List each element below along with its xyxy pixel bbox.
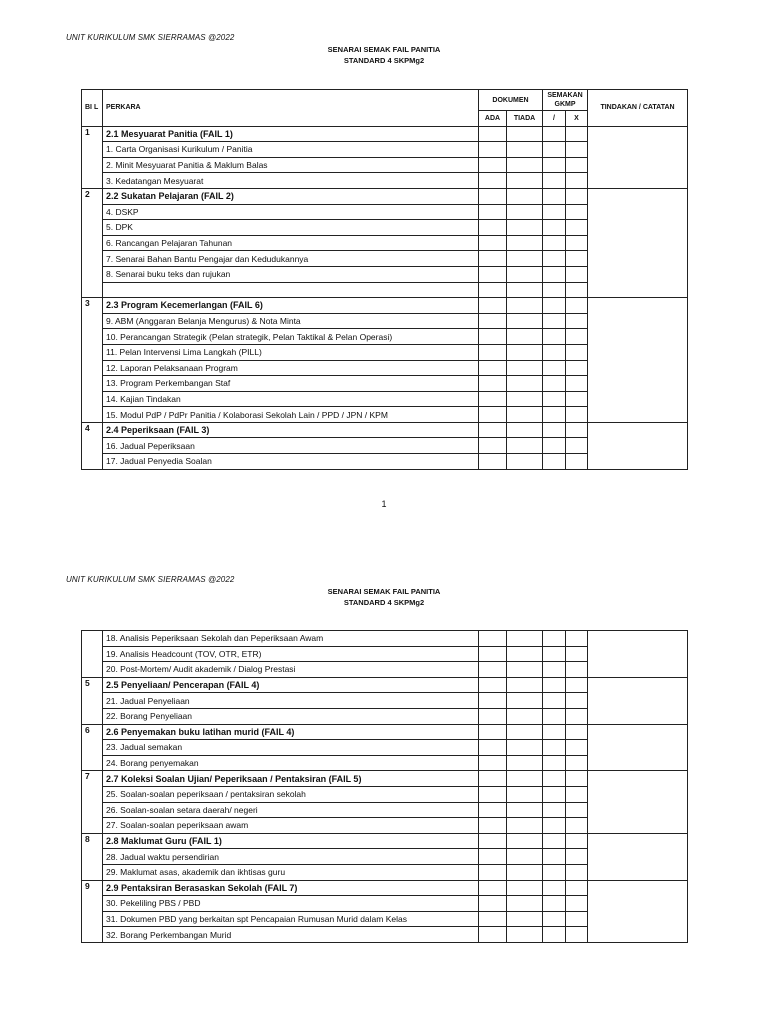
tick-cell[interactable] bbox=[543, 646, 566, 662]
list-item: 16. Jadual Peperiksaan bbox=[103, 438, 479, 454]
list-item: 32. Borang Perkembangan Murid bbox=[103, 927, 479, 943]
tiada-cell[interactable] bbox=[507, 631, 543, 647]
ada-cell[interactable] bbox=[479, 126, 507, 142]
tick-cell[interactable] bbox=[543, 282, 566, 298]
tiada-cell[interactable] bbox=[507, 298, 543, 314]
tick-cell[interactable] bbox=[543, 631, 566, 647]
list-item: 24. Borang penyemakan bbox=[103, 755, 479, 771]
section-title: 2.7 Koleksi Soalan Ujian/ Peperiksaan / Pentaksiran (FAIL 5) bbox=[103, 771, 479, 787]
cross-cell[interactable] bbox=[566, 662, 588, 678]
bil-empty bbox=[82, 631, 103, 678]
tick-cell[interactable] bbox=[543, 220, 566, 236]
tiada-cell[interactable] bbox=[507, 376, 543, 392]
list-item: 11. Pelan Intervensi Lima Langkah (PILL) bbox=[103, 344, 479, 360]
bil-3: 3 bbox=[82, 298, 103, 423]
tiada-cell[interactable] bbox=[507, 740, 543, 756]
tick-cell[interactable] bbox=[543, 927, 566, 943]
cross-cell[interactable] bbox=[566, 282, 588, 298]
section-title: 2.3 Program Kecemerlangan (FAIL 6) bbox=[103, 298, 479, 314]
header-cross: X bbox=[566, 111, 588, 127]
tiada-cell[interactable] bbox=[507, 173, 543, 189]
ada-cell[interactable] bbox=[479, 693, 507, 709]
ada-cell[interactable] bbox=[479, 662, 507, 678]
tiada-cell[interactable] bbox=[507, 344, 543, 360]
ada-cell[interactable] bbox=[479, 833, 507, 849]
tiada-cell[interactable] bbox=[507, 391, 543, 407]
tick-cell[interactable] bbox=[543, 126, 566, 142]
tiada-cell[interactable] bbox=[507, 818, 543, 834]
tick-cell[interactable] bbox=[543, 771, 566, 787]
list-item: 8. Senarai buku teks dan rujukan bbox=[103, 266, 479, 282]
ada-cell[interactable] bbox=[479, 896, 507, 912]
bil-8: 8 bbox=[82, 833, 103, 880]
cross-cell[interactable] bbox=[566, 896, 588, 912]
tiada-cell[interactable] bbox=[507, 693, 543, 709]
checklist-table-page2 bbox=[81, 630, 688, 943]
tick-cell[interactable] bbox=[543, 708, 566, 724]
tick-cell[interactable] bbox=[543, 454, 566, 470]
ada-cell[interactable] bbox=[479, 142, 507, 158]
header-bil: BI L bbox=[82, 90, 103, 127]
tick-cell[interactable] bbox=[543, 329, 566, 345]
cross-cell[interactable] bbox=[566, 313, 588, 329]
tick-cell[interactable] bbox=[543, 740, 566, 756]
cross-cell[interactable] bbox=[566, 708, 588, 724]
tiada-cell[interactable] bbox=[507, 880, 543, 896]
header-tiada: TIADA bbox=[507, 111, 543, 127]
tiada-cell[interactable] bbox=[507, 157, 543, 173]
list-item: 13. Program Perkembangan Staf bbox=[103, 376, 479, 392]
tiada-cell[interactable] bbox=[507, 771, 543, 787]
ada-cell[interactable] bbox=[479, 407, 507, 423]
cross-cell[interactable] bbox=[566, 422, 588, 438]
ada-cell[interactable] bbox=[479, 740, 507, 756]
cross-cell[interactable] bbox=[566, 724, 588, 740]
tiada-cell[interactable] bbox=[507, 126, 543, 142]
cross-cell[interactable] bbox=[566, 407, 588, 423]
tick-cell[interactable] bbox=[543, 376, 566, 392]
section-title: 2.2 Sukatan Pelajaran (FAIL 2) bbox=[103, 188, 479, 204]
tindakan-cell[interactable] bbox=[588, 631, 688, 678]
tick-cell[interactable] bbox=[543, 204, 566, 220]
section-title: 2.1 Mesyuarat Panitia (FAIL 1) bbox=[103, 126, 479, 142]
header-tindakan: TINDAKAN / CATATAN bbox=[588, 90, 688, 127]
tick-cell[interactable] bbox=[543, 188, 566, 204]
ada-cell[interactable] bbox=[479, 298, 507, 314]
page2-header bbox=[0, 575, 768, 615]
header-perkara: PERKARA bbox=[103, 90, 479, 127]
list-item: 14. Kajian Tindakan bbox=[103, 391, 479, 407]
ada-cell[interactable] bbox=[479, 220, 507, 236]
list-item: 26. Soalan-soalan setara daerah/ negeri bbox=[103, 802, 479, 818]
bil-2: 2 bbox=[82, 188, 103, 297]
cross-cell[interactable] bbox=[566, 298, 588, 314]
ada-cell[interactable] bbox=[479, 880, 507, 896]
ada-cell[interactable] bbox=[479, 864, 507, 880]
tick-cell[interactable] bbox=[543, 833, 566, 849]
list-item: 6. Rancangan Pelajaran Tahunan bbox=[103, 235, 479, 251]
tiada-cell[interactable] bbox=[507, 896, 543, 912]
tick-cell[interactable] bbox=[543, 173, 566, 189]
cross-cell[interactable] bbox=[566, 251, 588, 267]
cross-cell[interactable] bbox=[566, 220, 588, 236]
tiada-cell[interactable] bbox=[507, 360, 543, 376]
ada-cell[interactable] bbox=[479, 329, 507, 345]
cross-cell[interactable] bbox=[566, 173, 588, 189]
unit-label: UNIT KURIKULUM SMK SIERRAMAS @2022 bbox=[66, 575, 235, 584]
checklist-table-page1 bbox=[81, 89, 688, 470]
list-item: 15. Modul PdP / PdPr Panitia / Kolaborasi Sekolah Lain / PPD / JPN / KPM bbox=[103, 407, 479, 423]
ada-cell[interactable] bbox=[479, 344, 507, 360]
list-item: 10. Perancangan Strategik (Pelan strategik, Pelan Taktikal & Pelan Operasi) bbox=[103, 329, 479, 345]
tick-cell[interactable] bbox=[543, 344, 566, 360]
tiada-cell[interactable] bbox=[507, 911, 543, 927]
tick-cell[interactable] bbox=[543, 864, 566, 880]
page1-header bbox=[0, 33, 768, 73]
list-item: 31. Dokumen PBD yang berkaitan spt Pencapaian Rumusan Murid dalam Kelas bbox=[103, 911, 479, 927]
tiada-cell[interactable] bbox=[507, 708, 543, 724]
tick-cell[interactable] bbox=[543, 360, 566, 376]
doc-title-line2: STANDARD 4 SKPMg2 bbox=[343, 598, 425, 607]
tiada-cell[interactable] bbox=[507, 802, 543, 818]
ada-cell[interactable] bbox=[479, 724, 507, 740]
tick-cell[interactable] bbox=[543, 157, 566, 173]
cross-cell[interactable] bbox=[566, 438, 588, 454]
cross-cell[interactable] bbox=[566, 344, 588, 360]
tindakan-cell[interactable] bbox=[588, 771, 688, 833]
cross-cell[interactable] bbox=[566, 631, 588, 647]
header-semakan: SEMAKAN GKMP bbox=[543, 90, 588, 111]
cross-cell[interactable] bbox=[566, 157, 588, 173]
ada-cell[interactable] bbox=[479, 646, 507, 662]
cross-cell[interactable] bbox=[566, 849, 588, 865]
tiada-cell[interactable] bbox=[507, 329, 543, 345]
cross-cell[interactable] bbox=[566, 927, 588, 943]
tiada-cell[interactable] bbox=[507, 142, 543, 158]
tick-cell[interactable] bbox=[543, 802, 566, 818]
section-title: 2.6 Penyemakan buku latihan murid (FAIL 4) bbox=[103, 724, 479, 740]
tick-cell[interactable] bbox=[543, 677, 566, 693]
list-item: 20. Post-Mortem/ Audit akademik / Dialog Prestasi bbox=[103, 662, 479, 678]
list-item: 25. Soalan-soalan peperiksaan / pentaksiran sekolah bbox=[103, 786, 479, 802]
tindakan-cell[interactable] bbox=[588, 188, 688, 297]
cross-cell[interactable] bbox=[566, 235, 588, 251]
ada-cell[interactable] bbox=[479, 911, 507, 927]
list-item: 23. Jadual semakan bbox=[103, 740, 479, 756]
tiada-cell[interactable] bbox=[507, 454, 543, 470]
ada-cell[interactable] bbox=[479, 438, 507, 454]
tiada-cell[interactable] bbox=[507, 833, 543, 849]
ada-cell[interactable] bbox=[479, 282, 507, 298]
tiada-cell[interactable] bbox=[507, 755, 543, 771]
tiada-cell[interactable] bbox=[507, 864, 543, 880]
ada-cell[interactable] bbox=[479, 708, 507, 724]
tiada-cell[interactable] bbox=[507, 677, 543, 693]
tick-cell[interactable] bbox=[543, 880, 566, 896]
tick-cell[interactable] bbox=[543, 251, 566, 267]
ada-cell[interactable] bbox=[479, 157, 507, 173]
tick-cell[interactable] bbox=[543, 142, 566, 158]
list-item: 30. Pekeliling PBS / PBD bbox=[103, 896, 479, 912]
cross-cell[interactable] bbox=[566, 646, 588, 662]
bil-7: 7 bbox=[82, 771, 103, 833]
cross-cell[interactable] bbox=[566, 911, 588, 927]
unit-label: UNIT KURIKULUM SMK SIERRAMAS @2022 bbox=[66, 33, 235, 42]
cross-cell[interactable] bbox=[566, 142, 588, 158]
section-title: 2.5 Penyeliaan/ Pencerapan (FAIL 4) bbox=[103, 677, 479, 693]
tiada-cell[interactable] bbox=[507, 204, 543, 220]
cross-cell[interactable] bbox=[566, 376, 588, 392]
cross-cell[interactable] bbox=[566, 693, 588, 709]
tiada-cell[interactable] bbox=[507, 438, 543, 454]
tick-cell[interactable] bbox=[543, 755, 566, 771]
ada-cell[interactable] bbox=[479, 802, 507, 818]
cross-cell[interactable] bbox=[566, 677, 588, 693]
tiada-cell[interactable] bbox=[507, 724, 543, 740]
list-item: 3. Kedatangan Mesyuarat bbox=[103, 173, 479, 189]
list-item: 28. Jadual waktu persendirian bbox=[103, 849, 479, 865]
bil-6: 6 bbox=[82, 724, 103, 771]
ada-cell[interactable] bbox=[479, 204, 507, 220]
header-ada: ADA bbox=[479, 111, 507, 127]
section-title: 2.9 Pentaksiran Berasaskan Sekolah (FAIL 7) bbox=[103, 880, 479, 896]
ada-cell[interactable] bbox=[479, 376, 507, 392]
tick-cell[interactable] bbox=[543, 911, 566, 927]
bil-5: 5 bbox=[82, 677, 103, 724]
cross-cell[interactable] bbox=[566, 204, 588, 220]
ada-cell[interactable] bbox=[479, 631, 507, 647]
tiada-cell[interactable] bbox=[507, 849, 543, 865]
list-item: 17. Jadual Penyedia Soalan bbox=[103, 454, 479, 470]
cross-cell[interactable] bbox=[566, 786, 588, 802]
cross-cell[interactable] bbox=[566, 360, 588, 376]
header-dokumen: DOKUMEN bbox=[479, 90, 543, 111]
tindakan-cell[interactable] bbox=[588, 422, 688, 469]
tiada-cell[interactable] bbox=[507, 313, 543, 329]
tiada-cell[interactable] bbox=[507, 220, 543, 236]
list-item: 9. ABM (Anggaran Belanja Mengurus) & Nota Minta bbox=[103, 313, 479, 329]
doc-title-line1: SENARAI SEMAK FAIL PANITIA bbox=[327, 45, 441, 54]
bil-1: 1 bbox=[82, 126, 103, 188]
bil-9: 9 bbox=[82, 880, 103, 942]
ada-cell[interactable] bbox=[479, 266, 507, 282]
tick-cell[interactable] bbox=[543, 235, 566, 251]
list-item: 4. DSKP bbox=[103, 204, 479, 220]
tindakan-cell[interactable] bbox=[588, 298, 688, 423]
cross-cell[interactable] bbox=[566, 188, 588, 204]
tiada-cell[interactable] bbox=[507, 422, 543, 438]
tiada-cell[interactable] bbox=[507, 235, 543, 251]
ada-cell[interactable] bbox=[479, 313, 507, 329]
tick-cell[interactable] bbox=[543, 407, 566, 423]
list-item: 7. Senarai Bahan Bantu Pengajar dan Kedudukannya bbox=[103, 251, 479, 267]
cross-cell[interactable] bbox=[566, 329, 588, 345]
tiada-cell[interactable] bbox=[507, 282, 543, 298]
ada-cell[interactable] bbox=[479, 173, 507, 189]
cross-cell[interactable] bbox=[566, 771, 588, 787]
tick-cell[interactable] bbox=[543, 662, 566, 678]
cross-cell[interactable] bbox=[566, 454, 588, 470]
tiada-cell[interactable] bbox=[507, 407, 543, 423]
list-item: 21. Jadual Penyeliaan bbox=[103, 693, 479, 709]
page-number: 1 bbox=[381, 499, 387, 509]
list-item: 5. DPK bbox=[103, 220, 479, 236]
ada-cell[interactable] bbox=[479, 188, 507, 204]
tiada-cell[interactable] bbox=[507, 188, 543, 204]
cross-cell[interactable] bbox=[566, 266, 588, 282]
header-tick: / bbox=[543, 111, 566, 127]
ada-cell[interactable] bbox=[479, 849, 507, 865]
ada-cell[interactable] bbox=[479, 677, 507, 693]
tick-cell[interactable] bbox=[543, 391, 566, 407]
tiada-cell[interactable] bbox=[507, 786, 543, 802]
empty-row bbox=[103, 282, 479, 298]
cross-cell[interactable] bbox=[566, 802, 588, 818]
ada-cell[interactable] bbox=[479, 771, 507, 787]
tindakan-cell[interactable] bbox=[588, 677, 688, 724]
cross-cell[interactable] bbox=[566, 880, 588, 896]
tiada-cell[interactable] bbox=[507, 662, 543, 678]
list-item: 1. Carta Organisasi Kurikulum / Panitia bbox=[103, 142, 479, 158]
tick-cell[interactable] bbox=[543, 266, 566, 282]
tindakan-cell[interactable] bbox=[588, 126, 688, 188]
tick-cell[interactable] bbox=[543, 849, 566, 865]
tindakan-cell[interactable] bbox=[588, 724, 688, 771]
cross-cell[interactable] bbox=[566, 833, 588, 849]
cross-cell[interactable] bbox=[566, 818, 588, 834]
bil-4: 4 bbox=[82, 422, 103, 469]
tick-cell[interactable] bbox=[543, 438, 566, 454]
tick-cell[interactable] bbox=[543, 693, 566, 709]
tindakan-cell[interactable] bbox=[588, 880, 688, 942]
list-item: 18. Analisis Peperiksaan Sekolah dan Peperiksaan Awam bbox=[103, 631, 479, 647]
cross-cell[interactable] bbox=[566, 755, 588, 771]
section-title: 2.4 Peperiksaan (FAIL 3) bbox=[103, 422, 479, 438]
ada-cell[interactable] bbox=[479, 251, 507, 267]
tick-cell[interactable] bbox=[543, 422, 566, 438]
cross-cell[interactable] bbox=[566, 126, 588, 142]
tiada-cell[interactable] bbox=[507, 251, 543, 267]
tiada-cell[interactable] bbox=[507, 927, 543, 943]
list-item: 29. Maklumat asas, akademik dan ikhtisas guru bbox=[103, 864, 479, 880]
ada-cell[interactable] bbox=[479, 422, 507, 438]
list-item: 27. Soalan-soalan peperiksaan awam bbox=[103, 818, 479, 834]
ada-cell[interactable] bbox=[479, 818, 507, 834]
cross-cell[interactable] bbox=[566, 391, 588, 407]
tick-cell[interactable] bbox=[543, 818, 566, 834]
cross-cell[interactable] bbox=[566, 740, 588, 756]
tiada-cell[interactable] bbox=[507, 266, 543, 282]
ada-cell[interactable] bbox=[479, 454, 507, 470]
ada-cell[interactable] bbox=[479, 360, 507, 376]
tick-cell[interactable] bbox=[543, 786, 566, 802]
doc-title-line1: SENARAI SEMAK FAIL PANITIA bbox=[327, 587, 441, 596]
list-item: 2. Minit Mesyuarat Panitia & Maklum Balas bbox=[103, 157, 479, 173]
ada-cell[interactable] bbox=[479, 235, 507, 251]
list-item: 19. Analisis Headcount (TOV, OTR, ETR) bbox=[103, 646, 479, 662]
ada-cell[interactable] bbox=[479, 391, 507, 407]
cross-cell[interactable] bbox=[566, 864, 588, 880]
ada-cell[interactable] bbox=[479, 755, 507, 771]
tick-cell[interactable] bbox=[543, 298, 566, 314]
tick-cell[interactable] bbox=[543, 724, 566, 740]
ada-cell[interactable] bbox=[479, 786, 507, 802]
tick-cell[interactable] bbox=[543, 313, 566, 329]
tiada-cell[interactable] bbox=[507, 646, 543, 662]
tindakan-cell[interactable] bbox=[588, 833, 688, 880]
doc-title-line2: STANDARD 4 SKPMg2 bbox=[343, 56, 425, 65]
list-item: 22. Borang Penyeliaan bbox=[103, 708, 479, 724]
section-title: 2.8 Maklumat Guru (FAIL 1) bbox=[103, 833, 479, 849]
tick-cell[interactable] bbox=[543, 896, 566, 912]
list-item: 12. Laporan Pelaksanaan Program bbox=[103, 360, 479, 376]
ada-cell[interactable] bbox=[479, 927, 507, 943]
